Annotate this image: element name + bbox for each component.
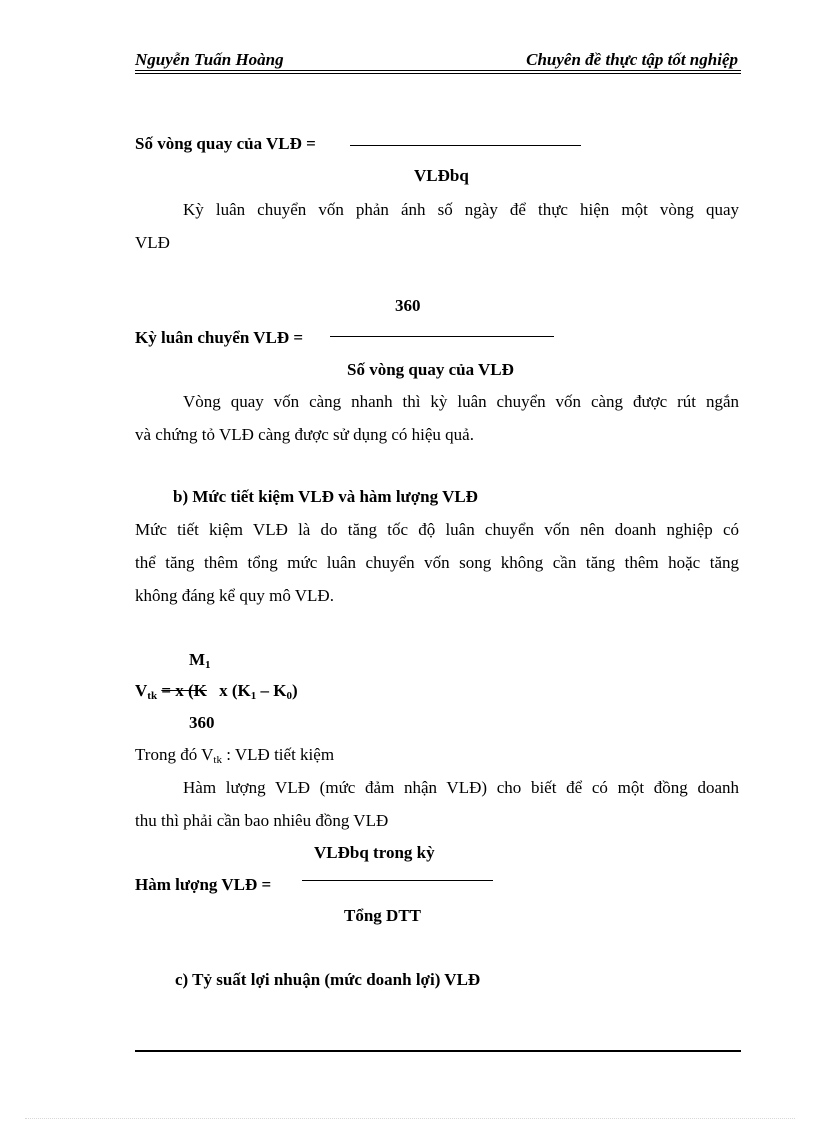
footer-rule [135,1050,741,1052]
section-b-heading: b) Mức tiết kiệm VLĐ và hàm lượng VLĐ [173,487,478,506]
paragraph-ky-luan-chuyen-line1: Kỳ luân chuyển vốn phản ánh số ngày để thực hiện một vòng quay [183,200,739,219]
paragraph-ham-luong-line2: thu thì phải cần bao nhiêu đồng VLĐ [135,811,389,830]
formula-vtk-struck: = x (K [161,681,207,700]
formula-ky-luan-chuyen-label: Kỳ luân chuyển VLĐ = [135,328,304,347]
formula-ham-luong-fraction-bar [302,880,493,881]
paragraph-ham-luong-line1: Hàm lượng VLĐ (mức đảm nhận VLĐ) cho biết để có một đồng doanh [183,778,739,797]
header-rule-bottom [135,73,741,74]
page-edge-dots [25,1118,795,1119]
formula-ham-luong-denominator: Tổng DTT [344,906,421,925]
formula-ky-luan-chuyen-numerator: 360 [395,296,421,315]
formula-vtk-definition: Trong đó $V_{tk}$ : VLĐ tiết kiệm [135,745,335,766]
header-title: Chuyên đề thực tập tốt nghiệp [526,50,738,69]
formula-vong-quay-fraction-bar [350,145,581,146]
paragraph-ky-luan-chuyen-line2: VLĐ [135,233,170,252]
paragraph-muc-tiet-kiem-line2: thể tăng thêm tổng mức luân chuyển vốn song không cần tăng thêm hoặc tăng [135,553,739,572]
formula-vtk-denominator: 360 [189,713,215,732]
formula-vong-quay-label: Số vòng quay của VLĐ = [135,134,316,153]
formula-ky-luan-chuyen-denominator: Số vòng quay của VLĐ [347,360,514,379]
header-author: Nguyễn Tuấn Hoàng [135,50,284,69]
formula-vtk-symbol: $V_{tk}$ [135,681,158,702]
formula-vtk-numerator: $M_1$ [189,650,211,671]
formula-vtk-line [135,681,298,702]
paragraph-vong-quay-line2: và chứng tỏ VLĐ càng được sử dụng có hiệu quả. [135,425,474,444]
formula-ky-luan-chuyen-fraction-bar [330,336,554,337]
paragraph-vong-quay-line1: Vòng quay vốn càng nhanh thì kỳ luân chuyển vốn càng được rút ngắn [183,392,739,411]
formula-ham-luong-numerator: VLĐbq trong kỳ [314,843,435,862]
header-rule-top [135,70,741,71]
section-c-heading: c) Tỷ suất lợi nhuận (mức doanh lợi) VLĐ [175,970,481,989]
paragraph-muc-tiet-kiem-line3: không đáng kể quy mô VLĐ. [135,586,334,605]
formula-ham-luong-label: Hàm lượng VLĐ = [135,875,272,894]
paragraph-muc-tiet-kiem-line1: Mức tiết kiệm VLĐ là do tăng tốc độ luân chuyển vốn nên doanh nghiệp có [135,520,739,539]
formula-vtk-rest: x $(K_1 - K_0)$ [219,681,298,702]
formula-vong-quay-denominator: VLĐbq [414,166,469,185]
